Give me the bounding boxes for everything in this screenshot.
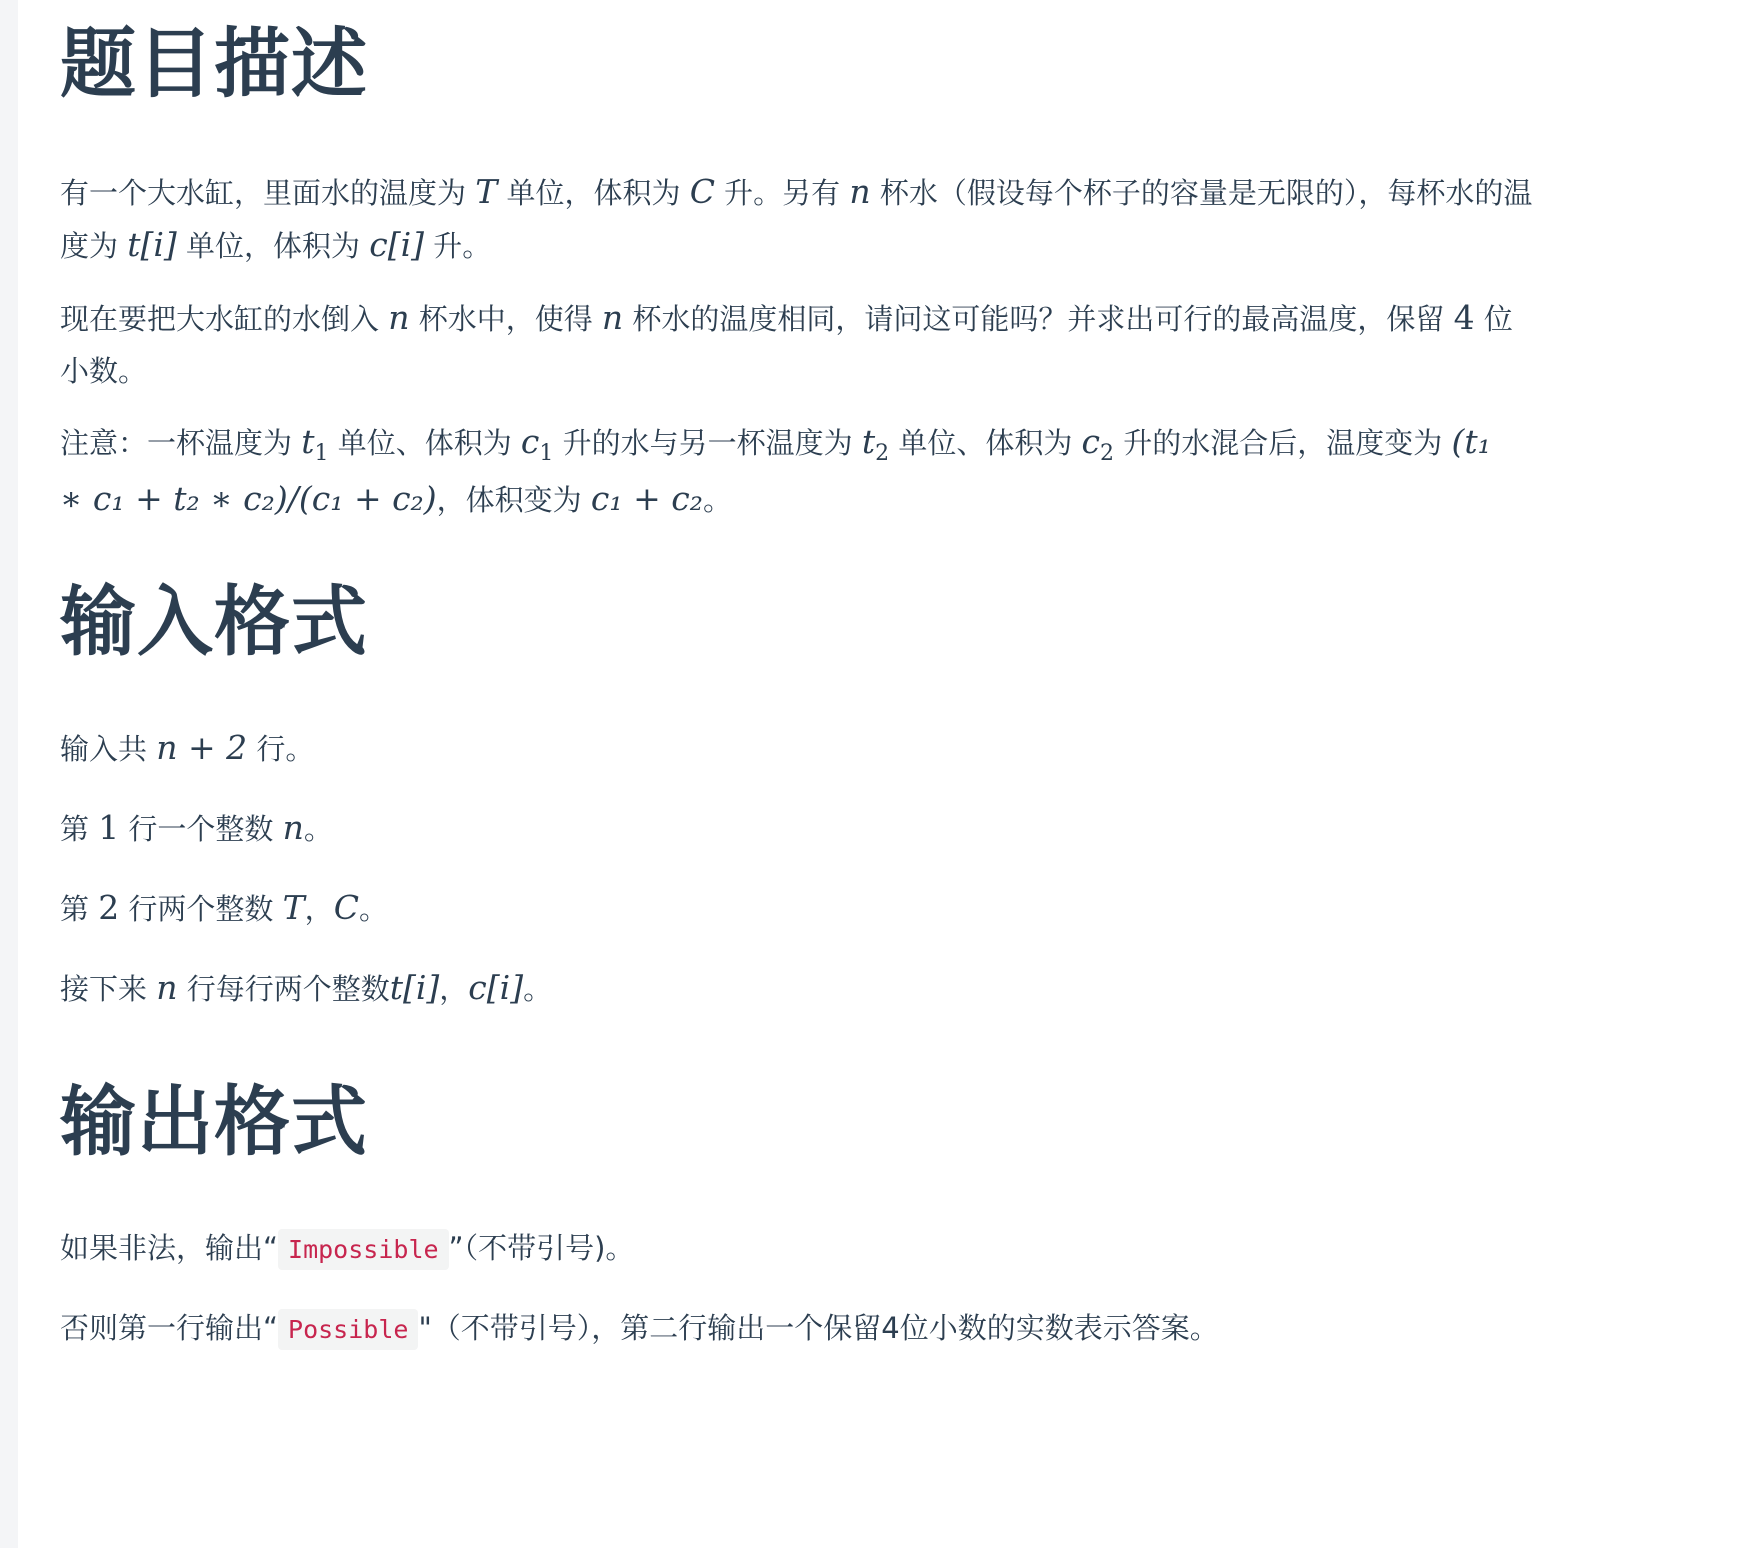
possible-code: Possible: [278, 1309, 418, 1350]
input-line-2: 第 1 行一个整数 n。: [60, 808, 333, 847]
input-line-4: 接下来 n 行每行两个整数t[i]，c[i]。: [60, 968, 553, 1007]
output-line-1: 如果非法，输出“ Impossible ”（不带引号)。: [60, 1222, 1740, 1276]
output-line-2: 否则第一行输出“ Possible "（不带引号），第二行输出一个保留4位小数的实数表示答案。: [60, 1302, 1740, 1356]
description-paragraph-1: 有一个大水缸，里面水的温度为 T 单位，体积为 C 升。另有 n 杯水（假设每个杯子的容量是无限的），每杯水的温度为 t[i] 单位，体积为 c[i] 升。: [60, 172, 1533, 264]
description-paragraph-3-note: 注意：一杯温度为 $t_1$ 单位、体积为 $c_1$ 升的水与另一杯温度为 $t_2$ 单位、体积为 $c_2$ 升的水混合后，温度变为 (t₁ ∗ c₁ + t₂ ∗ c₂)/(c₁ + c₂)，体积变为 c₁ + c₂。: [60, 422, 1491, 518]
output-format-heading: 输出格式: [60, 1077, 368, 1166]
description-paragraph-2: 现在要把大水缸的水倒入 n 杯水中，使得 n 杯水的温度相同，请问这可能吗？并求出可行的最高温度，保留 4 位小数。: [60, 298, 1513, 388]
input-line-3: 第 2 行两个整数 T，C。: [60, 888, 388, 927]
input-format-heading: 输入格式: [60, 577, 368, 666]
input-line-1: 输入共 n + 2 行。: [60, 728, 315, 767]
impossible-code: Impossible: [278, 1229, 449, 1270]
description-heading: 题目描述: [60, 19, 368, 108]
problem-panel: [18, 0, 1762, 1548]
